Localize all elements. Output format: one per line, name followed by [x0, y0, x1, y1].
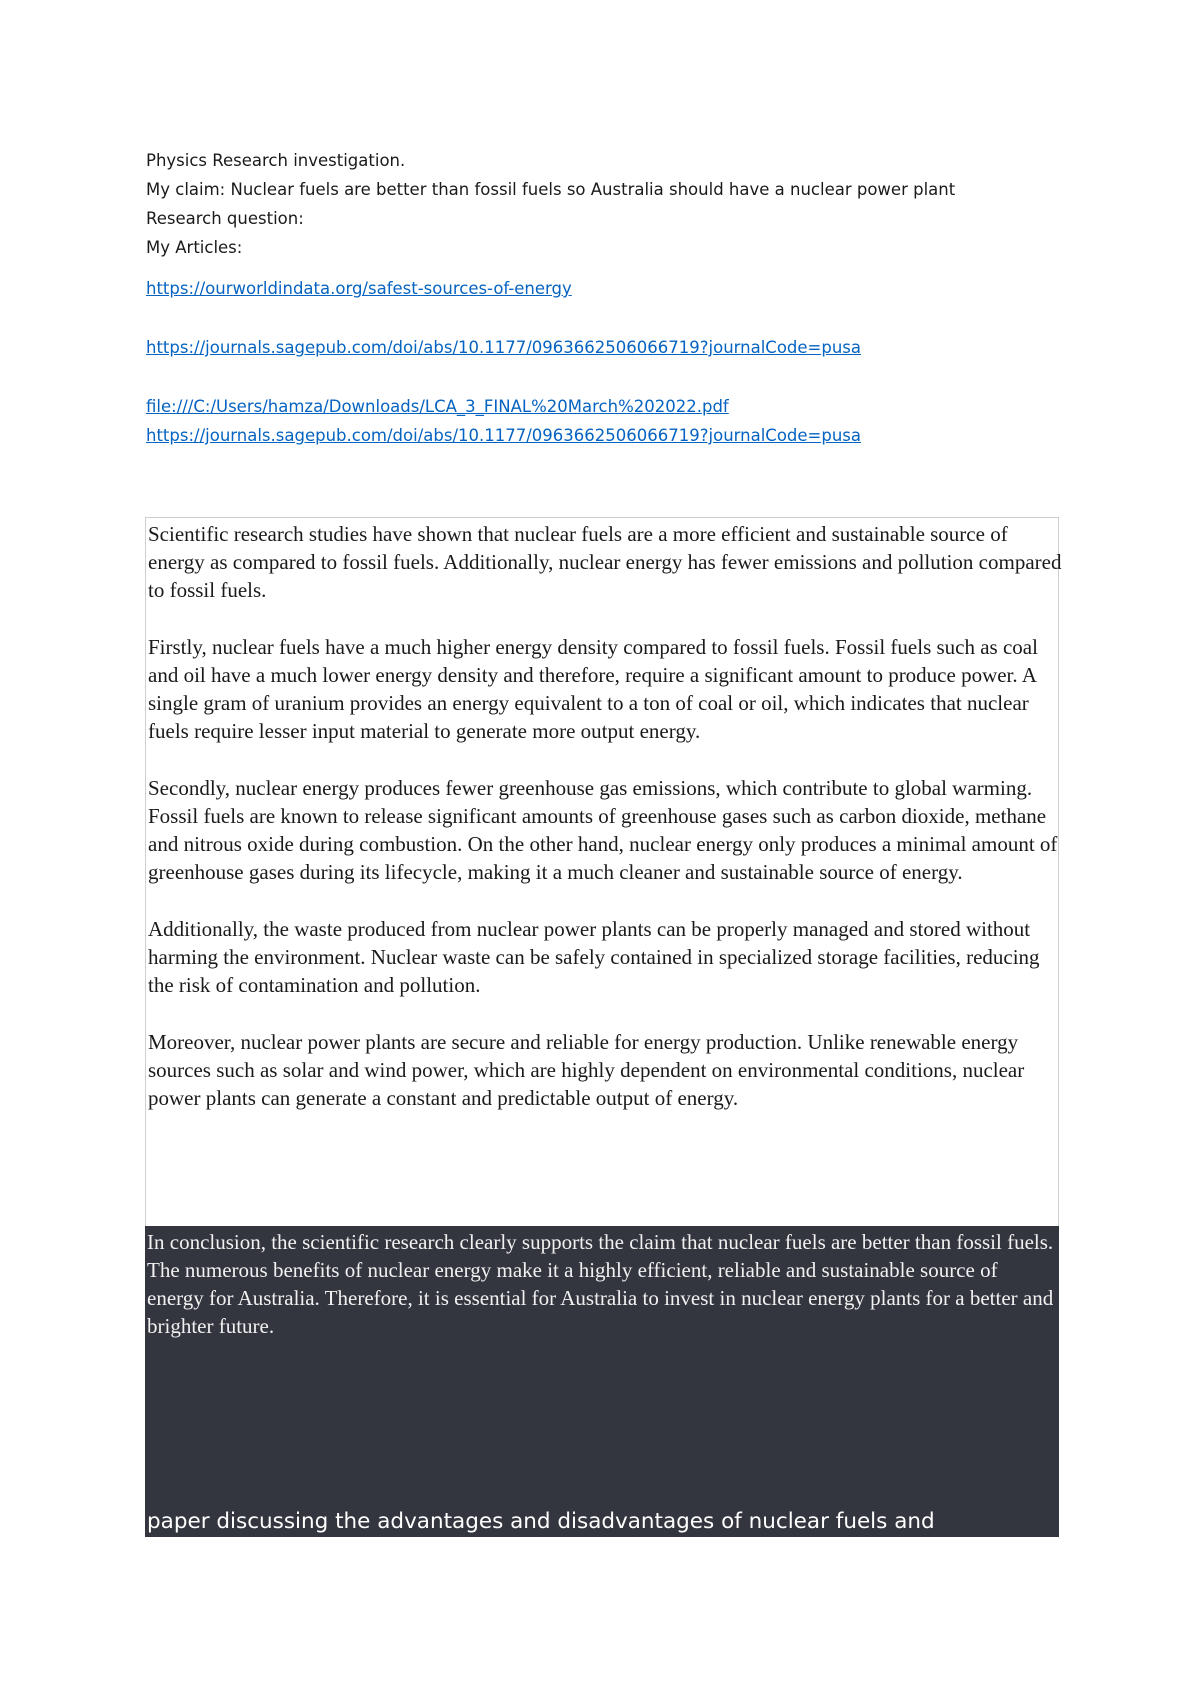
essay-body [148, 520, 1062, 1141]
essay-box [145, 517, 1062, 1227]
research-question-label: Research question: [146, 209, 304, 228]
article-link-4[interactable]: https://journals.sagepub.com/doi/abs/10.1177/0963662506066719?journalCode=pusa [146, 426, 862, 445]
articles-label: My Articles: [146, 238, 243, 257]
essay-paragraph: Secondly, nuclear energy produces fewer greenhouse gas emissions, which contribute to global warming. Fossil fuels are known to release significant amounts of greenhouse gases such as carbon dioxide, methane and nitrous oxide during combustion. On the other hand, nuclear energy only produces a minimal amount of greenhouse gases during its lifecycle, making it a much cleaner and sustainable source of energy. [148, 776, 1058, 884]
article-link-1[interactable]: https://ourworldindata.org/safest-sources-of-energy [146, 279, 572, 298]
document-header [146, 146, 1086, 262]
conclusion-panel [145, 1226, 1059, 1537]
essay-paragraph: Firstly, nuclear fuels have a much higher energy density compared to fossil fuels. Fossil fuels such as coal and oil have a much lower energy density and therefore, require a significant amount to produce power. A single gram of uranium provides an energy equivalent to a ton of coal or oil, which indicates that nuclear fuels require lesser input material to generate more output energy. [148, 635, 1038, 743]
essay-paragraph: Moreover, nuclear power plants are secure and reliable for energy production. Unlike renewable energy sources such as solar and wind power, which are highly dependent on environmental conditions, nuclear power plants can generate a constant and predictable output of energy. [148, 1030, 1025, 1110]
article-link-3[interactable]: file:///C:/Users/hamza/Downloads/LCA_3_FINAL%20March%202022.pdf [146, 397, 729, 416]
article-link-2[interactable]: https://journals.sagepub.com/doi/abs/10.1177/0963662506066719?journalCode=pusa [146, 338, 862, 357]
essay-paragraph: Additionally, the waste produced from nuclear power plants can be properly managed and stored without harming the environment. Nuclear waste can be safely contained in specialized storage facilities, reducing the risk of contamination and pollution. [148, 917, 1040, 997]
conclusion-text [147, 1228, 1059, 1340]
conclusion-paragraph: In conclusion, the scientific research clearly supports the claim that nuclear fuels are better than fossil fuels. The numerous benefits of nuclear energy make it a highly efficient, reliable and sustainable source of energy for Australia. Therefore, it is essential for Australia to invest in nuclear energy plants for a better and brighter future. [147, 1230, 1054, 1338]
footer-line: paper discussing the advantages and disadvantages of nuclear fuels and [147, 1509, 935, 1534]
document-title: Physics Research investigation. [146, 151, 406, 170]
claim-line: My claim: Nuclear fuels are better than fossil fuels so Australia should have a nuclear power plant [146, 180, 956, 199]
essay-paragraph: Scientific research studies have shown that nuclear fuels are a more efficient and sustainable source of energy as compared to fossil fuels. Additionally, nuclear energy has fewer emissions and pollution compared to fossil fuels. [148, 522, 1062, 602]
